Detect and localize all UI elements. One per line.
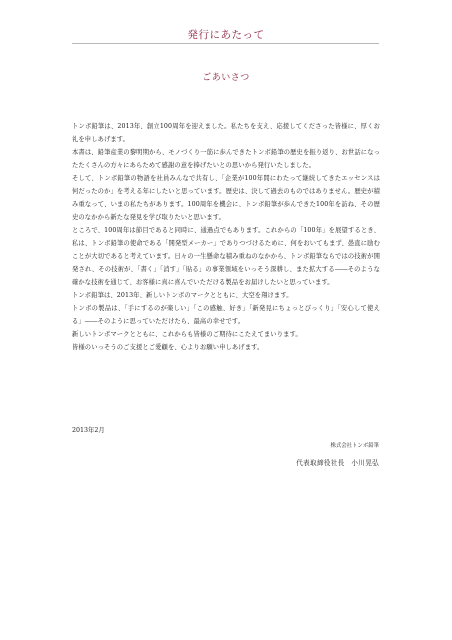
- paragraph: そして、トンボ鉛筆の物語を社員みんなで共有し、「企業が100年間にわたって継続してきたエッセンスは何だったのか」を考える年にしたいと思っています。歴史は、決して過去のものではありません。歴史が積み重なって、いまの私たちがあります。100周年を機会に、トンボ鉛筆が歩んできた100年を訪ね、その歴史のなかから新たな発見を学び取りたいと思います。: [72, 175, 380, 221]
- signature: 代表取締役社長 小川晃弘: [296, 459, 379, 467]
- greeting-heading: ごあいさつ: [202, 73, 250, 83]
- paragraph: 皆様のいっそうのご支援とご愛顧を、心よりお願い申しあげます。: [72, 344, 264, 351]
- issue-date: 2013年2月: [72, 427, 105, 434]
- paragraph: 本書は、鉛筆産業の黎明期から、モノづくり一筋に歩んできたトンボ鉛筆の歴史を振り返り、お世話になったたくさんの方々にあらためて感謝の意を捧げたいとの思いから発行いたしました。: [72, 149, 380, 169]
- paragraph: 新しいトンボマークとともに、これからも皆様のご期待にこたえてまいります。: [72, 331, 302, 338]
- page-title: 発行にあたって: [187, 29, 265, 41]
- title-divider: [72, 43, 379, 44]
- message-body: [72, 120, 380, 354]
- paragraph: ところで、100周年は節目であると同時に、通過点でもあります。これからの「100年」を展望するとき、私は、トンボ鉛筆の使命である「開発型メーカー」でありつづけるために、何をおいてもまず、愚直に励むことが大切であると考えています。日々の一生懸命な積み重ねのなかから、トンボ鉛筆ならではの技術が開発され、その技術が、「書く」「消す」「貼る」の事業領域をいっそう深耕し、また拡大する――そのような確かな技術を通じて、お客様に真に喜んでいただける製品をお届けしたいと思っています。: [72, 227, 380, 286]
- paragraph: トンボの製品は、「手にするのが楽しい」「この感触、好き」「新発見にちょっとびっくり」「安心して使える」――そのように思っていただけたら、最高の幸せです。: [72, 305, 380, 325]
- company-name: 株式会社トンボ鉛筆: [330, 443, 379, 449]
- paragraph: トンボ鉛筆は、2013年、創立100周年を迎えました。私たちを支え、応援してくださった皆様に、厚くお礼を申しあげます。: [72, 123, 380, 143]
- paragraph: トンボ鉛筆は、2013年、新しいトンボのマークとともに、大空を翔けます。: [72, 292, 293, 299]
